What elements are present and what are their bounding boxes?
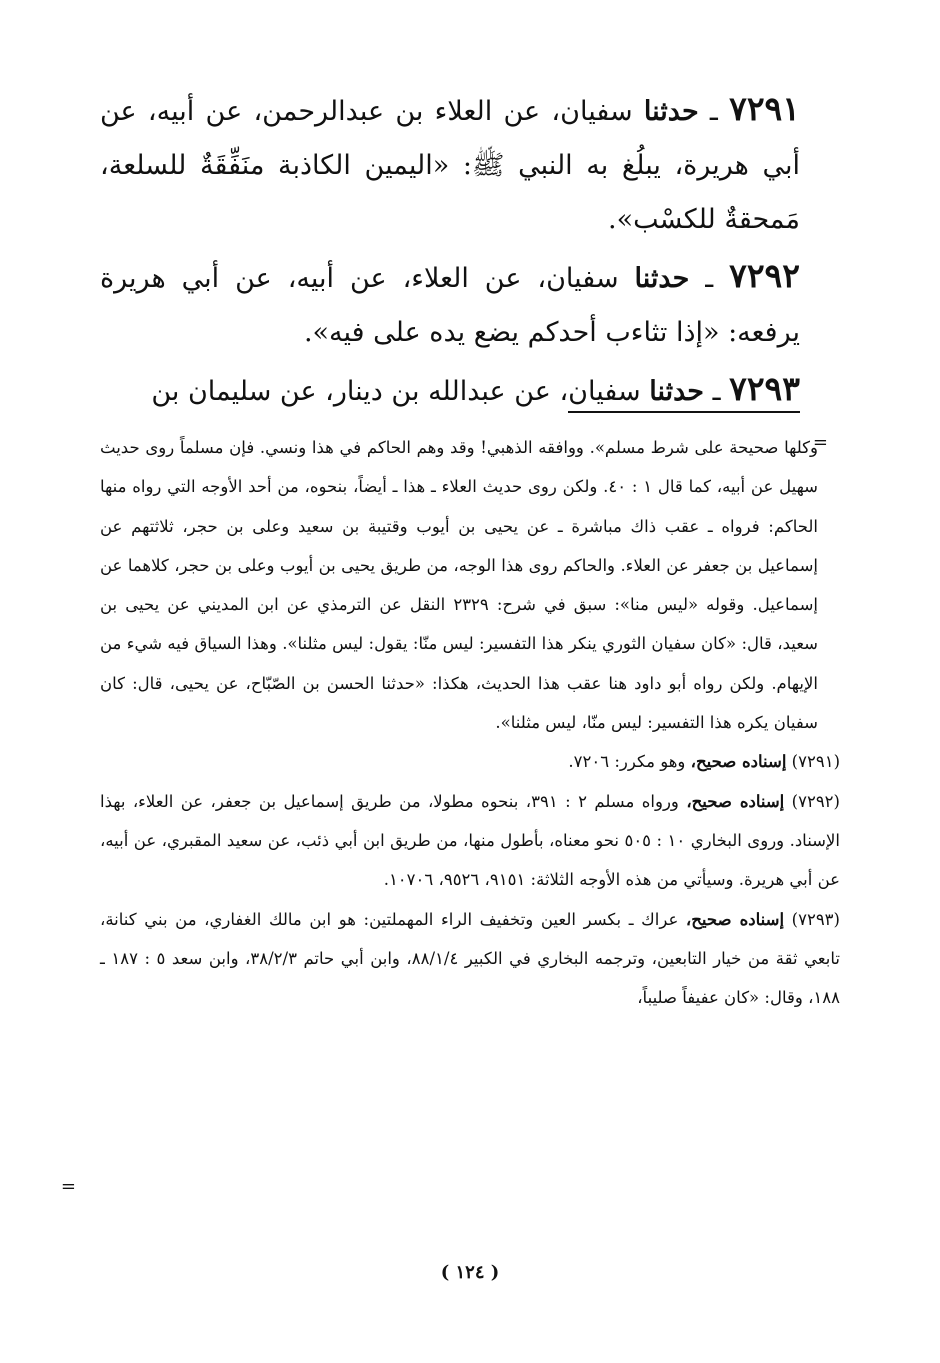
- footnote-separator: [568, 411, 800, 413]
- footnote-continuation: وكلها صحيحة على شرط مسلم». ووافقه الذهبي! وقد وهم الحاكم في هذا ونسي. فإن مسلماً روى حديث سهيل عن أبيه، كما قال ١ : ٤٠. ولكن روى حديث العلاء ـ هذا ـ أيضاً، بنحوه، من أحد الأوجه التي رواه منها الحاكم: فرواه ـ عقب ذاك مباشرة ـ عن يحيى بن أيوب وقتيبة بن سعيد وعلى بن حجر، ثلاثتهم عن إسماعيل بن جعفر عن العلاء. والحاكم روى هذا الوجه، من طريق يحيى بن أيوب وعلى بن حجر، كلاهما عن إسماعيل. وقوله «ليس منا»: سبق في شرح: ٢٣٢٩ النقل عن الترمذي عن ابن المديني عن يحيى بن سعيد، قال: «كان سفيان الثوري ينكر هذا التفسير: ليس منّا: يقول: ليس مثلنا». وهذا السياق فيه شيء من الإيهام. ولكن رواه أبو داود هنا عقب هذا الحديث، هكذا: «حدثنا الحسن بن الصّبّاح، عن يحيى، قال: كان سفيان يكره هذا التفسير: ليس منّا، ليس مثلنا».: [100, 438, 818, 733]
- hadith-opening: حدثنا: [634, 263, 690, 294]
- page-number: ( ١٢٤ ): [440, 1262, 500, 1283]
- footnote-ref: (٧٢٩١): [791, 752, 840, 772]
- hadith-dash: ـ: [704, 376, 730, 407]
- hadith-opening: حدثنا: [649, 376, 705, 407]
- hadith-text: سفيان، عن العلاء بن عبدالرحمن، عن أبيه، عن أبي هريرة، يبلُغ به النبي ﷺ: «اليمين الكاذبة منَفِّقَةٌ للسلعة، مَمحقةٌ للكسْب».: [100, 96, 800, 235]
- footnote-7291: [100, 742, 840, 781]
- hadith-number: ٧٢٩٣: [729, 369, 800, 408]
- hadith-7292: [100, 249, 800, 360]
- footnote-ref: (٧٢٩٣): [791, 909, 840, 929]
- footnotes: [100, 428, 840, 1017]
- footnote-grade: إسناده صحيح،: [686, 791, 785, 811]
- footnote-text: عراك ـ بكسر العين وتخفيف الراء المهملتين: هو ابن مالك الغفاري، من بني كنانة، تابعي ثقة من خيار التابعين، وترجمه البخاري في الكبير ٨٨/١/٤، وابن أبي حاتم ٣٨/٢/٣، وابن سعد ٥ : ١٨٧ ـ ١٨٨، وقال: «كان عفيفاً صليباً،: [100, 909, 840, 1008]
- footnote-text: وهو مكرر: ٧٢٠٦.: [568, 752, 691, 772]
- hadith-opening: حدثنا: [643, 96, 699, 127]
- footnote-text: ورواه مسلم ٢ : ٣٩١، بنحوه مطولا، من طريق إسماعيل بن جعفر، عن العلاء، بهذا الإسناد. وروى البخاري ١٠ : ٥٠٥ نحو معناه، بأطول منها، من طريق ابن أبي ذئب، عن سعيد المقبري، عن أبيه، عن أبي هريرة. وسيأتي من هذه الأوجه الثلاثة: ٩١٥١، ٩٥٢٦، ١٠٧٠٦.: [100, 791, 841, 890]
- hadith-text: سفيان، عن العلاء، عن أبيه، عن أبي هريرة يرفعه: «إذا تثاءب أحدكم يضع يده على فيه».: [100, 263, 800, 348]
- hadith-dash: ـ: [698, 96, 730, 127]
- hadith-7291: [100, 82, 800, 247]
- hadith-text: سفيان، عن عبدالله بن دينار، عن سليمان بن: [151, 376, 650, 407]
- footnote-7292: [100, 782, 840, 900]
- footnote-continues-marker: =: [60, 1176, 76, 1197]
- hadith-number: ٧٢٩٢: [729, 256, 800, 295]
- footnote-7293: [100, 900, 840, 1018]
- hadith-dash: ـ: [689, 263, 730, 294]
- hadith-number: ٧٢٩١: [729, 89, 800, 128]
- footnote-continuation-marker: =: [812, 432, 828, 453]
- footnote-grade: إسناده صحيح،: [690, 752, 787, 772]
- main-text: [100, 82, 800, 421]
- footnote-grade: إسناده صحيح،: [685, 909, 785, 929]
- footnote-ref: (٧٢٩٢): [791, 791, 840, 811]
